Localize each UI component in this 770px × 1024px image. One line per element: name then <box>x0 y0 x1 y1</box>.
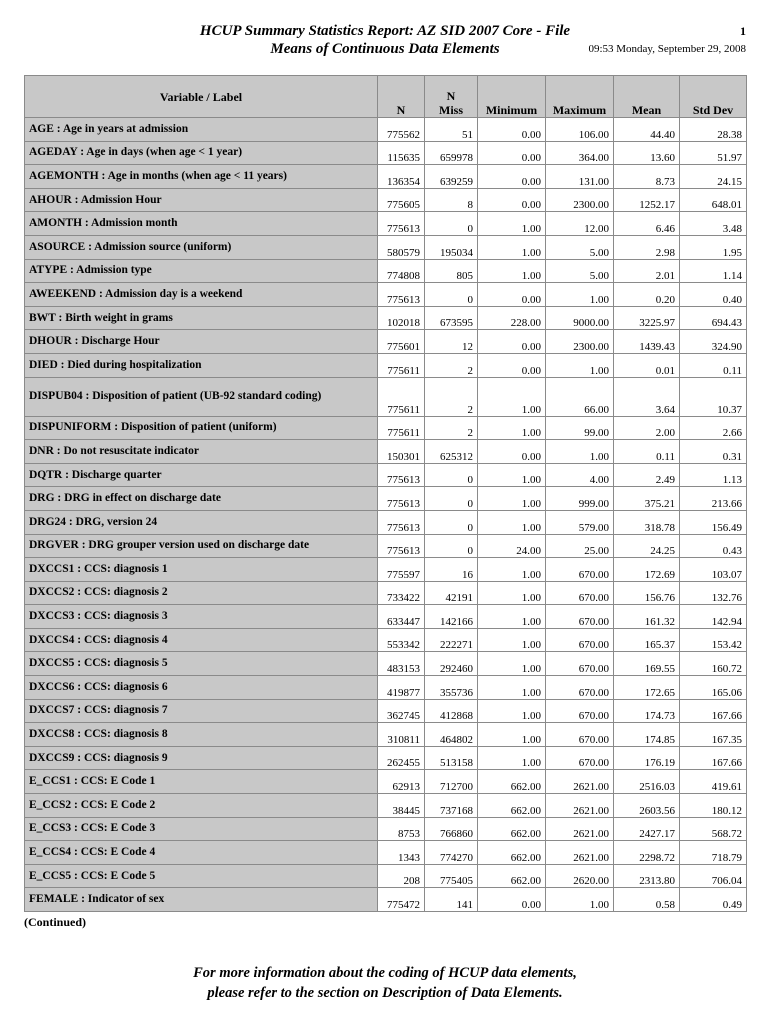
maximum-cell: 2621.00 <box>546 841 614 865</box>
nmiss-cell: 142166 <box>425 605 478 629</box>
stddev-cell: 0.11 <box>680 353 747 377</box>
nmiss-cell: 0 <box>425 283 478 307</box>
mean-cell: 2603.56 <box>614 794 680 818</box>
table-row <box>25 416 747 440</box>
variable-label-cell: ATYPE : Admission type <box>25 259 378 283</box>
table-row <box>25 283 747 307</box>
maximum-cell: 2621.00 <box>546 817 614 841</box>
stddev-cell: 0.43 <box>680 534 747 558</box>
mean-cell: 165.37 <box>614 628 680 652</box>
nmiss-cell: 0 <box>425 212 478 236</box>
mean-cell: 2.49 <box>614 463 680 487</box>
table-row <box>25 353 747 377</box>
table-row <box>25 188 747 212</box>
table-row <box>25 864 747 888</box>
table-row <box>25 723 747 747</box>
maximum-cell: 670.00 <box>546 605 614 629</box>
stddev-cell: 0.31 <box>680 440 747 464</box>
variable-label-cell: DRGVER : DRG grouper version used on discharge date <box>25 534 378 558</box>
minimum-cell: 1.00 <box>478 746 546 770</box>
variable-label-cell: E_CCS4 : CCS: E Code 4 <box>25 841 378 865</box>
minimum-cell: 662.00 <box>478 770 546 794</box>
n-cell: 774808 <box>378 259 425 283</box>
n-cell: 775613 <box>378 283 425 307</box>
n-cell: 775613 <box>378 510 425 534</box>
stddev-cell: 1.13 <box>680 463 747 487</box>
stddev-cell: 1.95 <box>680 235 747 259</box>
table-row <box>25 605 747 629</box>
table-row <box>25 141 747 165</box>
minimum-cell: 1.00 <box>478 259 546 283</box>
minimum-cell: 0.00 <box>478 353 546 377</box>
maximum-cell: 5.00 <box>546 259 614 283</box>
minimum-cell: 1.00 <box>478 628 546 652</box>
footer-note-line1: For more information about the coding of HCUP data elements, <box>193 965 577 981</box>
variable-label-cell: FEMALE : Indicator of sex <box>25 888 378 912</box>
mean-cell: 2516.03 <box>614 770 680 794</box>
n-cell: 775611 <box>378 353 425 377</box>
nmiss-cell: 625312 <box>425 440 478 464</box>
table-row <box>25 510 747 534</box>
maximum-cell: 670.00 <box>546 676 614 700</box>
maximum-cell: 670.00 <box>546 699 614 723</box>
mean-cell: 2.00 <box>614 416 680 440</box>
mean-cell: 3225.97 <box>614 306 680 330</box>
maximum-cell: 579.00 <box>546 510 614 534</box>
table-row <box>25 628 747 652</box>
stddev-cell: 706.04 <box>680 864 747 888</box>
stddev-cell: 103.07 <box>680 558 747 582</box>
n-cell: 775613 <box>378 463 425 487</box>
table-row <box>25 534 747 558</box>
variable-label-cell: E_CCS2 : CCS: E Code 2 <box>25 794 378 818</box>
maximum-cell: 670.00 <box>546 581 614 605</box>
n-cell: 1343 <box>378 841 425 865</box>
nmiss-cell: 673595 <box>425 306 478 330</box>
mean-cell: 24.25 <box>614 534 680 558</box>
variable-label-cell: DXCCS1 : CCS: diagnosis 1 <box>25 558 378 582</box>
mean-cell: 174.73 <box>614 699 680 723</box>
variable-label-cell: AGEDAY : Age in days (when age < 1 year) <box>25 141 378 165</box>
nmiss-cell: 51 <box>425 118 478 142</box>
maximum-cell: 9000.00 <box>546 306 614 330</box>
variable-label-cell: AGE : Age in years at admission <box>25 118 378 142</box>
table-row <box>25 235 747 259</box>
maximum-cell: 1.00 <box>546 888 614 912</box>
table-row <box>25 306 747 330</box>
minimum-cell: 1.00 <box>478 723 546 747</box>
table-row <box>25 888 747 912</box>
mean-cell: 8.73 <box>614 165 680 189</box>
maximum-cell: 670.00 <box>546 628 614 652</box>
minimum-cell: 0.00 <box>478 141 546 165</box>
maximum-cell: 2621.00 <box>546 794 614 818</box>
minimum-cell: 1.00 <box>478 558 546 582</box>
stddev-cell: 3.48 <box>680 212 747 236</box>
minimum-cell: 662.00 <box>478 794 546 818</box>
table-row <box>25 330 747 354</box>
minimum-cell: 0.00 <box>478 440 546 464</box>
n-cell: 419877 <box>378 676 425 700</box>
nmiss-cell: 42191 <box>425 581 478 605</box>
stddev-cell: 2.66 <box>680 416 747 440</box>
variable-label-cell: AMONTH : Admission month <box>25 212 378 236</box>
n-cell: 62913 <box>378 770 425 794</box>
table-row <box>25 259 747 283</box>
mean-cell: 0.20 <box>614 283 680 307</box>
minimum-cell: 662.00 <box>478 864 546 888</box>
nmiss-cell: 195034 <box>425 235 478 259</box>
stddev-cell: 213.66 <box>680 487 747 511</box>
maximum-cell: 670.00 <box>546 723 614 747</box>
stddev-cell: 51.97 <box>680 141 747 165</box>
mean-cell: 2.01 <box>614 259 680 283</box>
column-header-maximum: Maximum <box>546 76 614 118</box>
maximum-cell: 66.00 <box>546 377 614 416</box>
variable-label-cell: DXCCS2 : CCS: diagnosis 2 <box>25 581 378 605</box>
nmiss-cell: 141 <box>425 888 478 912</box>
variable-label-cell: DISPUB04 : Disposition of patient (UB-92 standard coding) <box>25 377 378 416</box>
variable-label-cell: DXCCS7 : CCS: diagnosis 7 <box>25 699 378 723</box>
minimum-cell: 1.00 <box>478 605 546 629</box>
continued-note: (Continued) <box>24 915 87 929</box>
mean-cell: 1439.43 <box>614 330 680 354</box>
n-cell: 775613 <box>378 534 425 558</box>
minimum-cell: 0.00 <box>478 165 546 189</box>
variable-label-cell: AWEEKEND : Admission day is a weekend <box>25 283 378 307</box>
n-cell: 580579 <box>378 235 425 259</box>
column-header-mean: Mean <box>614 76 680 118</box>
n-cell: 38445 <box>378 794 425 818</box>
minimum-cell: 1.00 <box>478 463 546 487</box>
stddev-cell: 180.12 <box>680 794 747 818</box>
minimum-cell: 0.00 <box>478 188 546 212</box>
table-row <box>25 118 747 142</box>
table-row <box>25 165 747 189</box>
variable-label-cell: DHOUR : Discharge Hour <box>25 330 378 354</box>
maximum-cell: 131.00 <box>546 165 614 189</box>
n-cell: 115635 <box>378 141 425 165</box>
maximum-cell: 106.00 <box>546 118 614 142</box>
nmiss-cell: 222271 <box>425 628 478 652</box>
maximum-cell: 1.00 <box>546 440 614 464</box>
maximum-cell: 999.00 <box>546 487 614 511</box>
stddev-cell: 165.06 <box>680 676 747 700</box>
minimum-cell: 1.00 <box>478 377 546 416</box>
nmiss-cell: 513158 <box>425 746 478 770</box>
nmiss-cell: 805 <box>425 259 478 283</box>
stddev-cell: 648.01 <box>680 188 747 212</box>
table-row <box>25 487 747 511</box>
variable-label-cell: DQTR : Discharge quarter <box>25 463 378 487</box>
maximum-cell: 670.00 <box>546 746 614 770</box>
mean-cell: 13.60 <box>614 141 680 165</box>
maximum-cell: 99.00 <box>546 416 614 440</box>
variable-label-cell: BWT : Birth weight in grams <box>25 306 378 330</box>
table-row <box>25 794 747 818</box>
minimum-cell: 0.00 <box>478 330 546 354</box>
stddev-cell: 167.35 <box>680 723 747 747</box>
minimum-cell: 1.00 <box>478 212 546 236</box>
minimum-cell: 1.00 <box>478 676 546 700</box>
minimum-cell: 228.00 <box>478 306 546 330</box>
stddev-cell: 167.66 <box>680 699 747 723</box>
nmiss-cell: 737168 <box>425 794 478 818</box>
stddev-cell: 0.40 <box>680 283 747 307</box>
maximum-cell: 2300.00 <box>546 330 614 354</box>
maximum-cell: 4.00 <box>546 463 614 487</box>
maximum-cell: 5.00 <box>546 235 614 259</box>
stddev-cell: 1.14 <box>680 259 747 283</box>
variable-label-cell: AHOUR : Admission Hour <box>25 188 378 212</box>
variable-label-cell: DRG24 : DRG, version 24 <box>25 510 378 534</box>
maximum-cell: 2621.00 <box>546 770 614 794</box>
variable-label-cell: DXCCS8 : CCS: diagnosis 8 <box>25 723 378 747</box>
mean-cell: 0.11 <box>614 440 680 464</box>
n-cell: 775613 <box>378 212 425 236</box>
n-cell: 483153 <box>378 652 425 676</box>
n-cell: 775611 <box>378 416 425 440</box>
nmiss-cell: 464802 <box>425 723 478 747</box>
mean-cell: 2427.17 <box>614 817 680 841</box>
nmiss-cell: 16 <box>425 558 478 582</box>
maximum-cell: 364.00 <box>546 141 614 165</box>
table-row <box>25 817 747 841</box>
report-title: HCUP Summary Statistics Report: AZ SID 2007 Core - File <box>199 23 571 39</box>
minimum-cell: 1.00 <box>478 581 546 605</box>
mean-cell: 156.76 <box>614 581 680 605</box>
variable-label-cell: E_CCS3 : CCS: E Code 3 <box>25 817 378 841</box>
stddev-cell: 142.94 <box>680 605 747 629</box>
n-cell: 310811 <box>378 723 425 747</box>
mean-cell: 172.69 <box>614 558 680 582</box>
n-cell: 775562 <box>378 118 425 142</box>
column-header-nmiss-line1: N <box>446 89 456 103</box>
minimum-cell: 1.00 <box>478 416 546 440</box>
n-cell: 208 <box>378 864 425 888</box>
variable-label-cell: DXCCS9 : CCS: diagnosis 9 <box>25 746 378 770</box>
minimum-cell: 662.00 <box>478 817 546 841</box>
mean-cell: 44.40 <box>614 118 680 142</box>
nmiss-cell: 774270 <box>425 841 478 865</box>
n-cell: 775611 <box>378 377 425 416</box>
minimum-cell: 1.00 <box>478 652 546 676</box>
nmiss-cell: 2 <box>425 353 478 377</box>
table-row <box>25 652 747 676</box>
variable-label-cell: DIED : Died during hospitalization <box>25 353 378 377</box>
variable-label-cell: E_CCS1 : CCS: E Code 1 <box>25 770 378 794</box>
stddev-cell: 156.49 <box>680 510 747 534</box>
mean-cell: 6.46 <box>614 212 680 236</box>
minimum-cell: 1.00 <box>478 510 546 534</box>
nmiss-cell: 355736 <box>425 676 478 700</box>
column-header-stddev: Std Dev <box>680 76 747 118</box>
report-timestamp: 09:53 Monday, September 29, 2008 <box>588 43 746 55</box>
maximum-cell: 25.00 <box>546 534 614 558</box>
minimum-cell: 24.00 <box>478 534 546 558</box>
nmiss-cell: 412868 <box>425 699 478 723</box>
table-row <box>25 746 747 770</box>
variable-label-cell: AGEMONTH : Age in months (when age < 11 years) <box>25 165 378 189</box>
stddev-cell: 10.37 <box>680 377 747 416</box>
nmiss-cell: 766860 <box>425 817 478 841</box>
n-cell: 775613 <box>378 487 425 511</box>
mean-cell: 2.98 <box>614 235 680 259</box>
table-header-row <box>25 76 747 118</box>
stddev-cell: 160.72 <box>680 652 747 676</box>
variable-label-cell: DNR : Do not resuscitate indicator <box>25 440 378 464</box>
variable-label-cell: DXCCS3 : CCS: diagnosis 3 <box>25 605 378 629</box>
mean-cell: 0.01 <box>614 353 680 377</box>
maximum-cell: 2620.00 <box>546 864 614 888</box>
table-row <box>25 440 747 464</box>
stddev-cell: 24.15 <box>680 165 747 189</box>
mean-cell: 0.58 <box>614 888 680 912</box>
nmiss-cell: 0 <box>425 487 478 511</box>
nmiss-cell: 0 <box>425 510 478 534</box>
mean-cell: 161.32 <box>614 605 680 629</box>
stddev-cell: 28.38 <box>680 118 747 142</box>
n-cell: 553342 <box>378 628 425 652</box>
mean-cell: 176.19 <box>614 746 680 770</box>
nmiss-cell: 639259 <box>425 165 478 189</box>
table-row <box>25 676 747 700</box>
mean-cell: 318.78 <box>614 510 680 534</box>
variable-label-cell: DISPUNIFORM : Disposition of patient (uniform) <box>25 416 378 440</box>
table-row <box>25 463 747 487</box>
table-body <box>25 118 747 912</box>
variable-label-cell: DXCCS4 : CCS: diagnosis 4 <box>25 628 378 652</box>
n-cell: 775601 <box>378 330 425 354</box>
maximum-cell: 670.00 <box>546 558 614 582</box>
stddev-cell: 718.79 <box>680 841 747 865</box>
maximum-cell: 670.00 <box>546 652 614 676</box>
n-cell: 633447 <box>378 605 425 629</box>
n-cell: 775472 <box>378 888 425 912</box>
minimum-cell: 1.00 <box>478 699 546 723</box>
minimum-cell: 662.00 <box>478 841 546 865</box>
nmiss-cell: 2 <box>425 377 478 416</box>
nmiss-cell: 12 <box>425 330 478 354</box>
nmiss-cell: 0 <box>425 463 478 487</box>
nmiss-cell: 292460 <box>425 652 478 676</box>
page-number: 1 <box>740 24 746 38</box>
table-row <box>25 558 747 582</box>
minimum-cell: 0.00 <box>478 888 546 912</box>
table-row <box>25 841 747 865</box>
n-cell: 262455 <box>378 746 425 770</box>
mean-cell: 174.85 <box>614 723 680 747</box>
nmiss-cell: 659978 <box>425 141 478 165</box>
table-row <box>25 377 747 416</box>
column-header-nmiss-line2: Miss <box>439 103 463 117</box>
stddev-cell: 167.66 <box>680 746 747 770</box>
stddev-cell: 419.61 <box>680 770 747 794</box>
mean-cell: 375.21 <box>614 487 680 511</box>
column-header-minimum: Minimum <box>478 76 546 118</box>
nmiss-cell: 8 <box>425 188 478 212</box>
mean-cell: 2313.80 <box>614 864 680 888</box>
nmiss-cell: 2 <box>425 416 478 440</box>
column-header-n: N <box>378 76 425 118</box>
table-row <box>25 212 747 236</box>
table-row <box>25 770 747 794</box>
maximum-cell: 12.00 <box>546 212 614 236</box>
n-cell: 102018 <box>378 306 425 330</box>
report-subtitle: Means of Continuous Data Elements <box>270 41 500 57</box>
stddev-cell: 324.90 <box>680 330 747 354</box>
n-cell: 362745 <box>378 699 425 723</box>
n-cell: 733422 <box>378 581 425 605</box>
stddev-cell: 153.42 <box>680 628 747 652</box>
table-row <box>25 699 747 723</box>
minimum-cell: 1.00 <box>478 487 546 511</box>
n-cell: 8753 <box>378 817 425 841</box>
n-cell: 775597 <box>378 558 425 582</box>
statistics-table <box>24 75 747 912</box>
minimum-cell: 1.00 <box>478 235 546 259</box>
column-header-nmiss <box>425 76 478 118</box>
mean-cell: 3.64 <box>614 377 680 416</box>
nmiss-cell: 775405 <box>425 864 478 888</box>
stddev-cell: 568.72 <box>680 817 747 841</box>
variable-label-cell: E_CCS5 : CCS: E Code 5 <box>25 864 378 888</box>
maximum-cell: 1.00 <box>546 353 614 377</box>
mean-cell: 1252.17 <box>614 188 680 212</box>
stddev-cell: 694.43 <box>680 306 747 330</box>
mean-cell: 172.65 <box>614 676 680 700</box>
n-cell: 150301 <box>378 440 425 464</box>
maximum-cell: 1.00 <box>546 283 614 307</box>
variable-label-cell: DXCCS6 : CCS: diagnosis 6 <box>25 676 378 700</box>
variable-label-cell: ASOURCE : Admission source (uniform) <box>25 235 378 259</box>
stddev-cell: 132.76 <box>680 581 747 605</box>
table-row <box>25 581 747 605</box>
n-cell: 775605 <box>378 188 425 212</box>
stddev-cell: 0.49 <box>680 888 747 912</box>
nmiss-cell: 712700 <box>425 770 478 794</box>
minimum-cell: 0.00 <box>478 283 546 307</box>
n-cell: 136354 <box>378 165 425 189</box>
variable-label-cell: DRG : DRG in effect on discharge date <box>25 487 378 511</box>
mean-cell: 2298.72 <box>614 841 680 865</box>
variable-label-cell: DXCCS5 : CCS: diagnosis 5 <box>25 652 378 676</box>
nmiss-cell: 0 <box>425 534 478 558</box>
mean-cell: 169.55 <box>614 652 680 676</box>
minimum-cell: 0.00 <box>478 118 546 142</box>
footer-note-line2: please refer to the section on Description of Data Elements. <box>207 985 563 1001</box>
maximum-cell: 2300.00 <box>546 188 614 212</box>
column-header-label: Variable / Label <box>25 76 378 118</box>
